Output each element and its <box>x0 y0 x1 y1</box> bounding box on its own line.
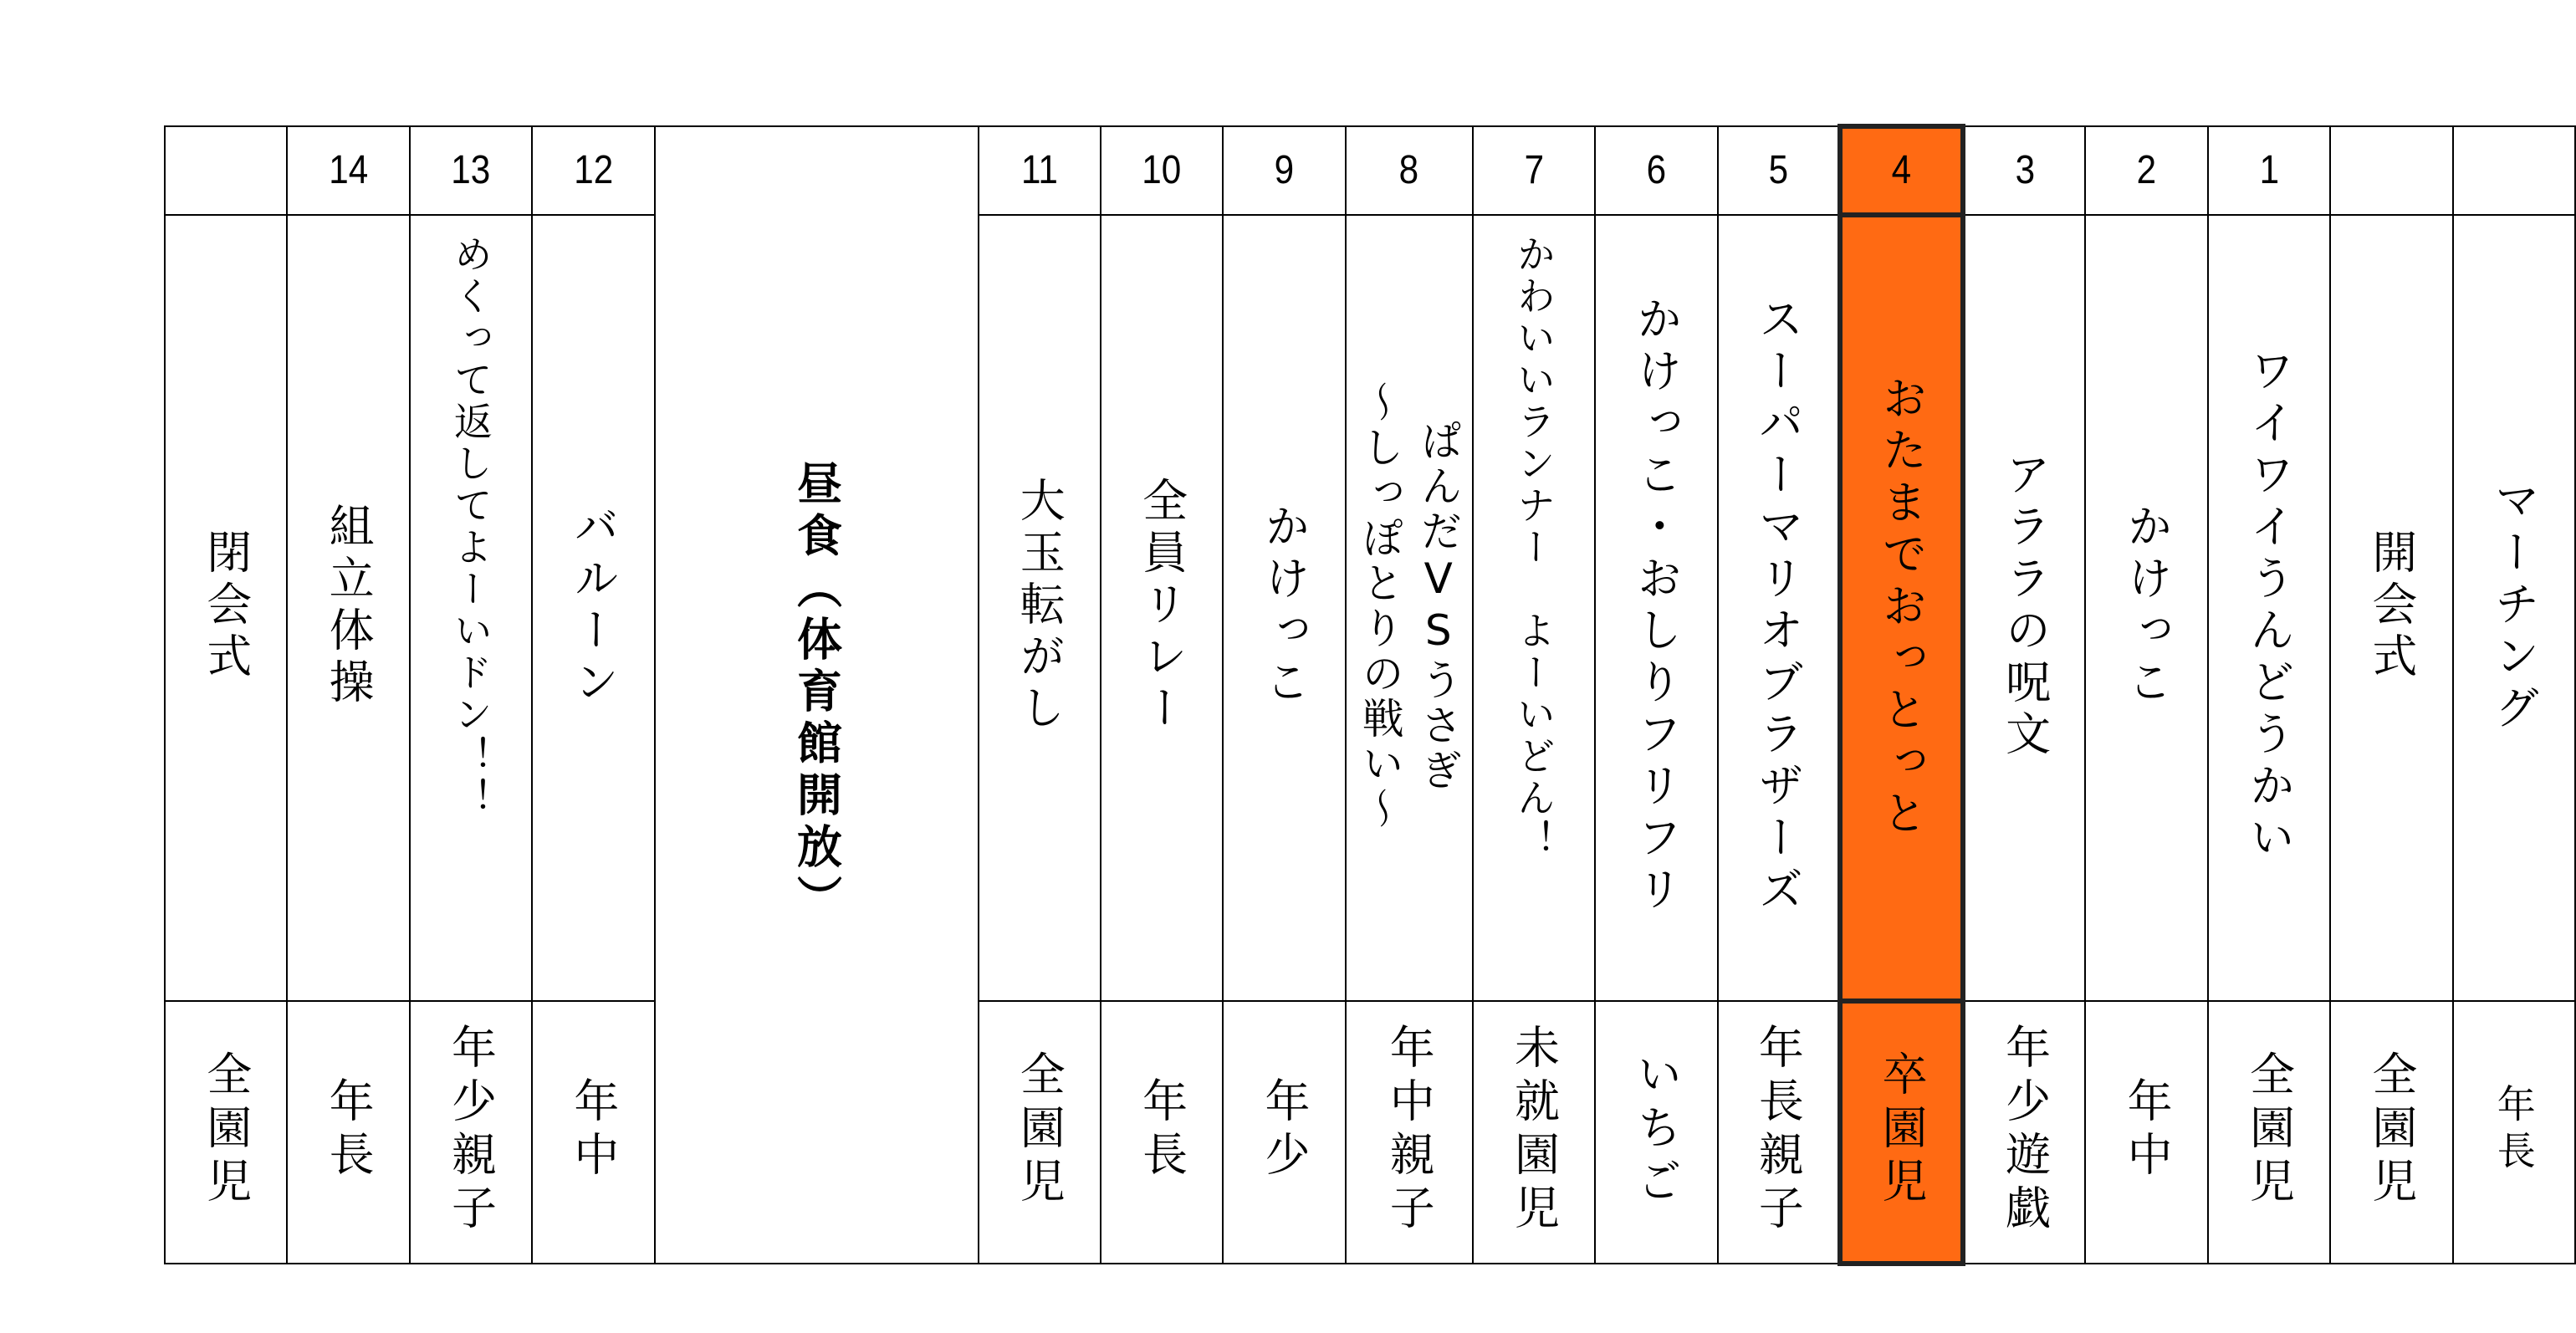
program-grade: 未就園児 <box>1507 1024 1561 1238</box>
program-title-cell <box>1223 215 1345 1001</box>
program-grade: 年中 <box>2120 1077 2174 1184</box>
program-number: 8 <box>1398 148 1419 192</box>
program-title-cell <box>979 215 1101 1001</box>
program-title-cell <box>1718 215 1841 1001</box>
program-grade: 全園児 <box>2242 1050 2296 1211</box>
program-title: 開会式 <box>2364 529 2418 684</box>
program-number: 3 <box>2015 148 2035 192</box>
program-title: マーチング <box>2487 477 2541 736</box>
program-grade: 年長 <box>322 1077 376 1184</box>
program-number: 9 <box>1274 148 1295 192</box>
program-grade: 全園児 <box>199 1050 253 1211</box>
program-title: スーパーマリオブラザーズ <box>1751 295 1805 917</box>
program-number-cell <box>1718 126 1841 215</box>
program-grade: 年長親子 <box>1751 1024 1805 1238</box>
program-number: 6 <box>1646 148 1667 192</box>
program-grade-cell <box>2330 1001 2452 1264</box>
program-grade-cell <box>2453 1001 2575 1264</box>
program-title-cell <box>2208 215 2330 1001</box>
program-number: 12 <box>573 148 613 192</box>
program-number: 14 <box>329 148 369 192</box>
program-title: かけっこ・おしりフリフリ <box>1629 295 1683 917</box>
program-title-line1: ぱんだVSうさぎ <box>1413 419 1463 794</box>
program-title-cell <box>1101 215 1223 1001</box>
program-title: かけっこ <box>1257 503 1311 710</box>
program-grade-cell <box>979 1001 1101 1264</box>
program-title: 組立体操 <box>322 503 376 710</box>
program-number: 13 <box>451 148 491 192</box>
program-number: 2 <box>2136 148 2157 192</box>
program-title-cell <box>1346 215 1473 1001</box>
program-title: 閉会式 <box>199 529 253 684</box>
program-title: 大玉転がし <box>1013 477 1066 736</box>
program-grade-cell <box>1718 1001 1841 1264</box>
program-title: ワイワイうんどうかい <box>2242 347 2296 866</box>
program-grade-cell-highlighted <box>1840 1001 1963 1264</box>
program-number: 10 <box>1142 148 1182 192</box>
program-number-row <box>165 126 2575 215</box>
program-grade-cell <box>2085 1001 2207 1264</box>
program-grade-cell <box>410 1001 532 1264</box>
program-grade: 全園児 <box>2364 1050 2418 1211</box>
program-title-cell <box>165 215 287 1001</box>
program-grade: 年少遊戯 <box>1998 1024 2052 1238</box>
program-title-cell <box>410 215 532 1001</box>
program-number-cell <box>287 126 409 215</box>
program-title: めくって返してよーいドン！！ <box>447 234 493 820</box>
program-title: おたまでおっとっと <box>1875 375 1929 841</box>
program-title-row <box>165 215 2575 1001</box>
program-number: 4 <box>1891 148 1912 192</box>
program-title <box>1351 380 1468 832</box>
program-number-cell <box>165 126 287 215</box>
program-number-cell <box>1595 126 1717 215</box>
program-title: バルーン <box>566 503 620 710</box>
program-number: 1 <box>2259 148 2279 192</box>
program-grade: 卒園児 <box>1875 1050 1929 1211</box>
program-grade-cell <box>2208 1001 2330 1264</box>
program-number-cell-highlighted <box>1840 126 1963 215</box>
program-title-cell <box>1963 215 2086 1001</box>
program-number-cell <box>532 126 654 215</box>
program-grade-row <box>165 1001 2575 1264</box>
program-grade-cell <box>1595 1001 1717 1264</box>
program-grade: 年長 <box>1135 1077 1188 1184</box>
program-title-cell <box>2085 215 2207 1001</box>
program-number-cell <box>1473 126 1595 215</box>
program-number-cell <box>1346 126 1473 215</box>
program-grade: 年少 <box>1257 1077 1311 1184</box>
program-number-cell <box>2208 126 2330 215</box>
program-grade: 年中 <box>566 1077 620 1184</box>
program-grade: 年長 <box>2491 1084 2537 1177</box>
program-title-cell-highlighted <box>1840 215 1963 1001</box>
program-grade-cell <box>1963 1001 2086 1264</box>
program-number-cell <box>1223 126 1345 215</box>
program-title-cell <box>287 215 409 1001</box>
program-title-line2: ～しっぽとりの戦い～ <box>1355 380 1404 832</box>
program-number-cell <box>979 126 1101 215</box>
program-grade-cell <box>532 1001 654 1264</box>
program-title-cell <box>2453 215 2575 1001</box>
program-title: 全員リレー <box>1135 477 1188 736</box>
program-grade: いちご <box>1629 1050 1683 1211</box>
program-title-cell <box>532 215 654 1001</box>
program-number-cell <box>2330 126 2452 215</box>
program-grade: 全園児 <box>1013 1050 1066 1211</box>
program-title-cell <box>1473 215 1595 1001</box>
program-number: 5 <box>1768 148 1788 192</box>
program-grade: 年少親子 <box>444 1024 498 1238</box>
program-title: かけっこ <box>2120 503 2174 710</box>
program-grade-cell <box>165 1001 287 1264</box>
program-number-cell <box>410 126 532 215</box>
program-title-cell <box>2330 215 2452 1001</box>
program-number: 11 <box>1020 148 1058 192</box>
sports-day-program-table <box>164 124 2576 1266</box>
program-grade-cell <box>1223 1001 1345 1264</box>
program-number: 7 <box>1524 148 1544 192</box>
program-grade-cell <box>287 1001 409 1264</box>
program-number-cell <box>2085 126 2207 215</box>
program-title: かわいいランナー よーいどん！ <box>1511 234 1557 861</box>
program-grade-cell <box>1473 1001 1595 1264</box>
program-number-cell <box>1101 126 1223 215</box>
program-number-cell <box>2453 126 2575 215</box>
program-grade-cell <box>1346 1001 1473 1264</box>
program-grade: 年中親子 <box>1383 1024 1436 1238</box>
lunch-break-title: 昼食（体育館開放） <box>790 460 843 927</box>
program-title: アララの呪文 <box>1998 451 2052 762</box>
program-grade-cell <box>1101 1001 1223 1264</box>
lunch-break-cell <box>655 126 979 1264</box>
program-number-cell <box>1963 126 2086 215</box>
program-title-cell <box>1595 215 1717 1001</box>
